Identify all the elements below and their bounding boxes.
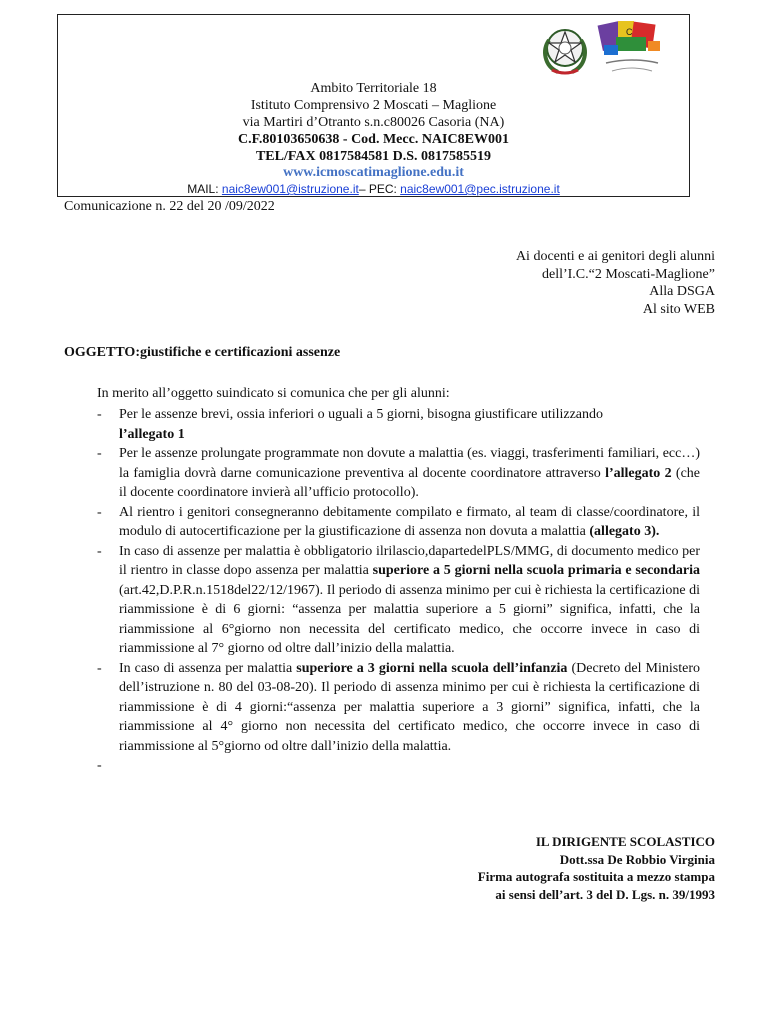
mail-label: MAIL:	[187, 182, 219, 196]
signature-title: IL DIRIGENTE SCOLASTICO	[535, 834, 715, 849]
pec-link[interactable]: naic8ew001@pec.istruzione.it	[400, 182, 560, 196]
intro-paragraph: In merito all’oggetto suindicato si comunica che per gli alunni:	[97, 386, 450, 401]
header-website-link[interactable]: www.icmoscatimaglione.edu.it	[283, 165, 464, 180]
header-phones: TEL/FAX 0817584581 D.S. 0817585519	[255, 149, 492, 164]
list-item	[97, 503, 700, 542]
subject-line: OGGETTO:giustifiche e certificazioni assenze	[64, 345, 341, 360]
header-address: via Martiri d’Otranto s.n.c80026 Casoria (NA)	[242, 115, 505, 130]
signature-block	[478, 833, 715, 903]
recipient-line: Al sito WEB	[642, 301, 715, 317]
header-codes: C.F.80103650638 - Cod. Mecc. NAIC8EW001	[238, 132, 509, 147]
bullet-dash: -	[97, 758, 102, 773]
signature-note: Firma autografa sostituita a mezzo stampa	[477, 869, 715, 884]
header-mail-line	[57, 181, 690, 198]
communication-number: Comunicazione n. 22 del 20 /09/2022	[64, 199, 275, 214]
list-item	[97, 405, 700, 444]
recipients-block	[516, 248, 715, 318]
signature-name: Dott.ssa De Robbio Virginia	[559, 851, 715, 867]
list-item	[97, 756, 700, 776]
bullet-dash: -	[97, 660, 102, 676]
bullet-emphasis: superiore a 3 giorni nella scuola dell’infanzia	[296, 660, 568, 676]
bullet-dash: -	[97, 446, 102, 461]
school-logo-icon	[596, 17, 668, 79]
header-institute: Istituto Comprensivo 2 Moscati – Maglione	[250, 98, 497, 113]
bullet-text: Per le assenze prolungate programmate non dovute a malattia (es. viaggi, trasferimenti familiari, ecc…) la famiglia dovrà darne comunicazione preventiva al docente coordinatore attraverso	[119, 446, 700, 481]
pec-label: – PEC:	[358, 182, 397, 196]
italian-republic-emblem-icon	[540, 22, 590, 78]
bullet-emphasis: superiore a 5 giorni nella scuola primaria e secondaria	[372, 563, 700, 578]
bullet-dash: -	[97, 543, 102, 559]
bullet-text: (Decreto del Ministero dell’istruzione n. 80 del 03-08-20). Il periodo di assenza minimo per cui è richiesta la certificazione di riammissione è di 4 giorni:“assenza per malattia superiore a 3 giorni” significa, infatti, che la riammissione al 4° giorno non necessita del certificato medico, che occorre invece in caso di riammissione al 5°giorno od oltre dall’inizio della malattia.	[119, 660, 700, 754]
list-item	[97, 444, 700, 503]
recipient-line: Ai docenti e ai genitori degli alunni	[515, 249, 715, 264]
bullet-list	[97, 405, 700, 776]
bullet-text: Al rientro i genitori consegneranno debitamente compilato e firmato, al team di classe/coordinatore, il modulo di autocertificazione per la giustificazione di assenza non dovuta a malattia	[119, 504, 700, 539]
recipient-line: dell’I.C.“2 Moscati-Maglione”	[541, 266, 715, 282]
bullet-emphasis: (allegato 3).	[589, 524, 660, 539]
bullet-text: (che il docente coordinatore invierà all’ufficio protocollo).	[119, 465, 700, 500]
bullet-text: Per le assenze brevi, ossia inferiori o uguali a 5 giorni, bisogna giustificare utilizzando	[119, 407, 604, 422]
bullet-text: In caso di assenze per malattia è obbligatorio ilrilascio,dapartedelPLS/MMG, di documento medico per il rientro in classe dopo assenza per malattia	[119, 543, 700, 578]
list-item	[97, 542, 700, 659]
bullet-dash: -	[97, 504, 102, 520]
mail-link[interactable]: naic8ew001@istruzione.it	[221, 182, 359, 196]
bullet-emphasis: l’allegato 2	[605, 465, 672, 481]
signature-law-reference: ai sensi dell’art. 3 del D. Lgs. n. 39/1993	[495, 886, 715, 902]
svg-text:C: C	[626, 27, 633, 37]
recipient-line: Alla DSGA	[649, 284, 715, 299]
bullet-text: (art.42,D.P.R.n.1518del22/12/1967). Il periodo di assenza minimo per cui è richiesta la certificazione di riammissione è di 6 giorni: “assenza per malattia superiore a 5 giorni” significa, infatti, che la riammissione al 6°giorno non necessita del certificato medico, che occorre invece in caso di riammissione al 7° giorno od oltre dall’inizio della malattia.	[119, 582, 700, 656]
list-item	[97, 659, 700, 757]
bullet-text: In caso di assenza per malattia	[119, 660, 297, 676]
bullet-dash: -	[97, 407, 102, 422]
header-ambito: Ambito Territoriale 18	[310, 81, 437, 96]
bullet-emphasis: l’allegato 1	[119, 426, 185, 442]
